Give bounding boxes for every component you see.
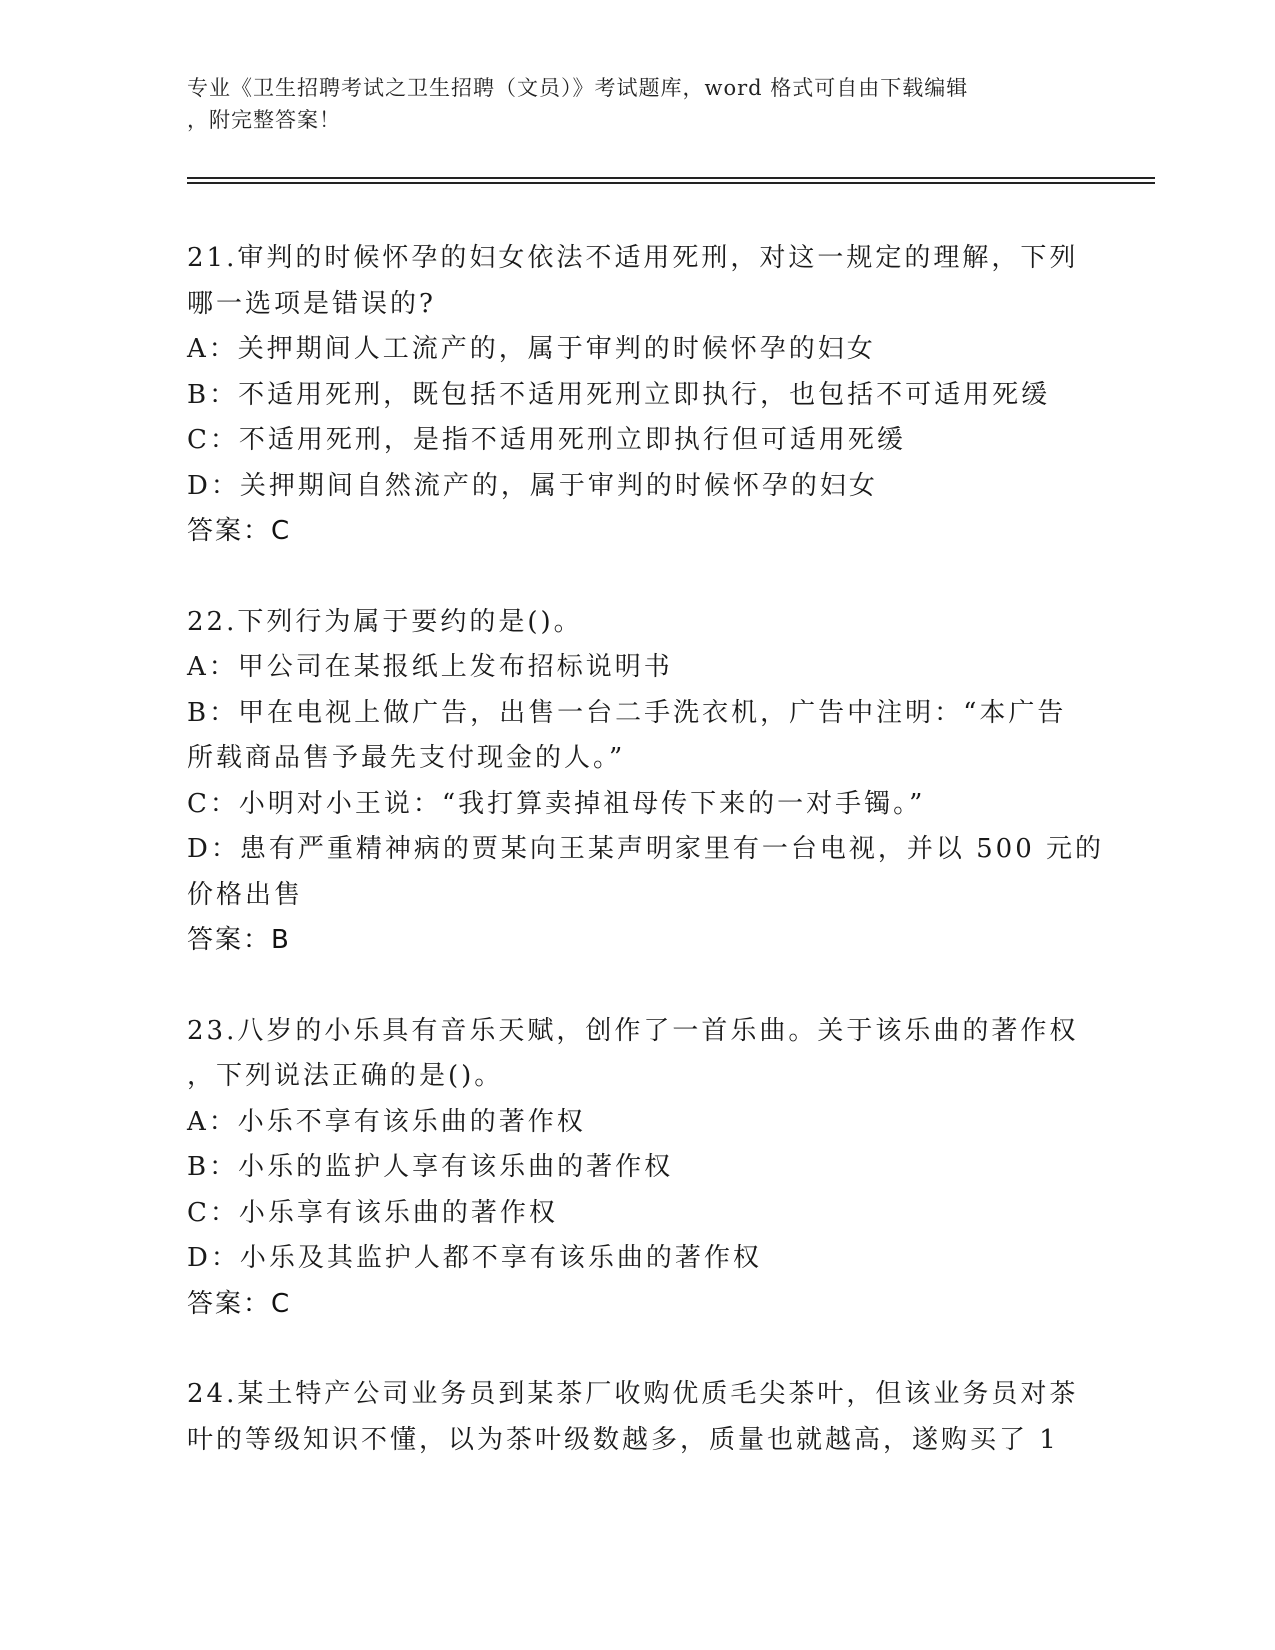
question-stem: 24.某土特产公司业务员到某茶厂收购优质毛尖茶叶，但该业务员对茶 xyxy=(187,1379,1079,1409)
question-stem: 23.八岁的小乐具有音乐天赋，创作了一首乐曲。关于该乐曲的著作权 xyxy=(187,1015,1079,1046)
question-stem: ，下列说法正确的是()。 xyxy=(187,1061,504,1091)
header-divider-top xyxy=(187,177,1155,179)
question-stem: 叶的等级知识不懂，以为茶叶级数越多，质量也就越高，遂购买了 1 xyxy=(187,1424,1059,1455)
option-d: D：患有严重精神病的贾某向王某声明家里有一台电视，并以 500 元的 xyxy=(187,834,1105,864)
option-b: B：甲在电视上做广告，出售一台二手洗衣机，广告中注明：“本广告 xyxy=(187,697,1067,728)
question-list xyxy=(187,236,1105,1508)
option-d-continued: 价格出售 xyxy=(187,879,304,910)
document-header xyxy=(187,72,1067,136)
option-a: A：关押期间人工流产的，属于审判的时候怀孕的妇女 xyxy=(187,334,876,364)
answer-label: 答案：B xyxy=(187,925,291,955)
question-stem: 22.下列行为属于要约的是()。 xyxy=(187,606,583,637)
question-stem: 21.审判的时候怀孕的妇女依法不适用死刑，对这一规定的理解，下列 xyxy=(187,243,1079,273)
answer-label: 答案：C xyxy=(187,516,292,546)
header-line-1: 专业《卫生招聘考试之卫生招聘（文员）》考试题库，word 格式可自由下载编辑 xyxy=(187,76,969,100)
answer-label: 答案：C xyxy=(187,1288,292,1319)
option-b: B：小乐的监护人享有该乐曲的著作权 xyxy=(187,1152,674,1182)
question-21 xyxy=(187,236,1077,555)
header-line-2: ，附完整答案！ xyxy=(187,108,341,132)
question-stem: 哪一选项是错误的? xyxy=(187,288,436,319)
question-22 xyxy=(187,600,1105,964)
option-c: C：小乐享有该乐曲的著作权 xyxy=(187,1197,558,1228)
header-divider-bottom xyxy=(187,182,1155,184)
option-b: B：不适用死刑，既包括不适用死刑立即执行，也包括不可适用死缓 xyxy=(187,379,1051,410)
option-c: C：小明对小王说：“我打算卖掉祖母传下来的一对手镯。” xyxy=(187,788,926,819)
option-b-continued: 所载商品售予最先支付现金的人。” xyxy=(187,743,626,773)
option-d: D：小乐及其监护人都不享有该乐曲的著作权 xyxy=(187,1243,762,1273)
question-24 xyxy=(187,1372,1077,1463)
question-23 xyxy=(187,1009,1077,1328)
option-d: D：关押期间自然流产的，属于审判的时候怀孕的妇女 xyxy=(187,470,878,501)
option-a: A：小乐不享有该乐曲的著作权 xyxy=(187,1106,586,1137)
option-a: A：甲公司在某报纸上发布招标说明书 xyxy=(187,652,673,682)
option-c: C：不适用死刑，是指不适用死刑立即执行但可适用死缓 xyxy=(187,425,906,455)
